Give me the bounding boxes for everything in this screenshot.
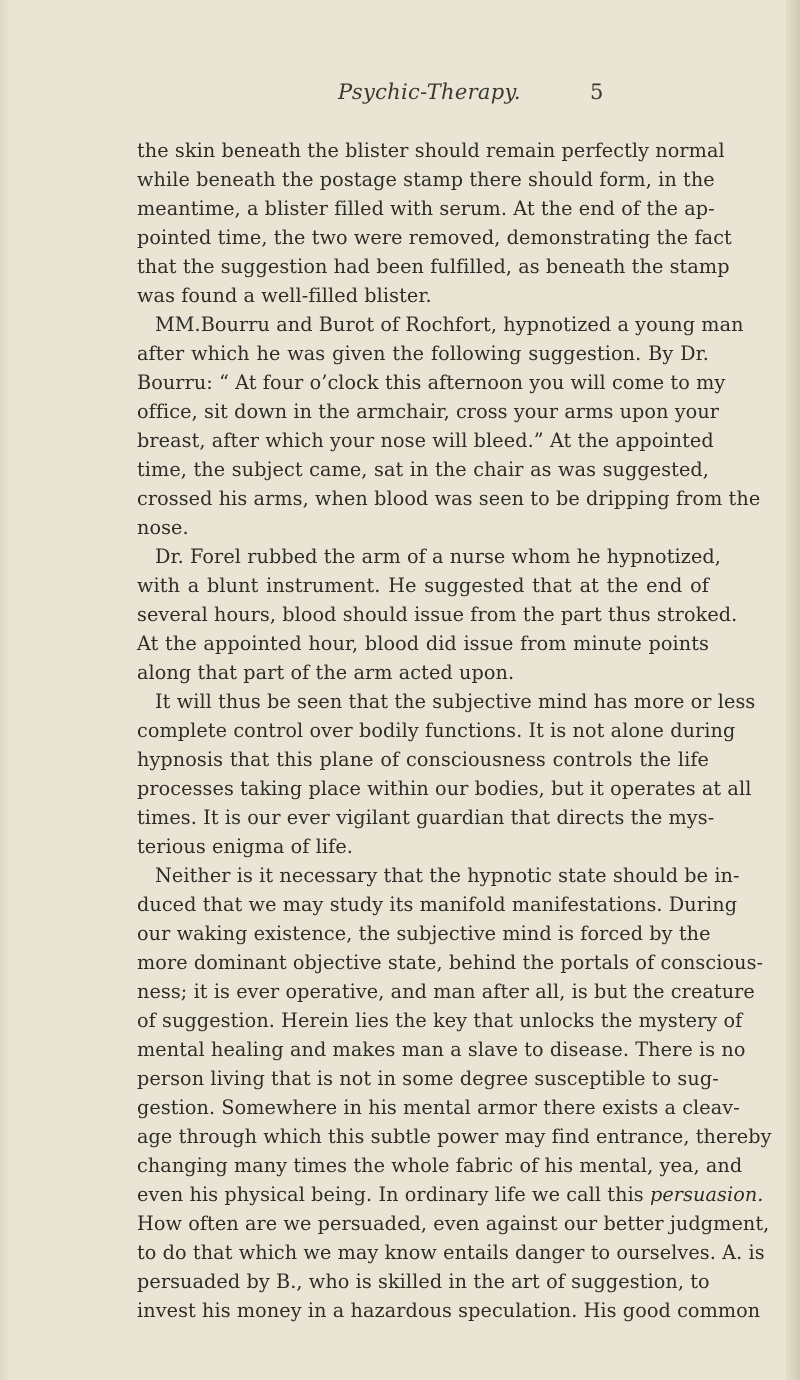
text-line: hypnosis that this plane of consciousness controls the life (137, 748, 709, 771)
text-line: duced that we may study its manifold manifestations. During (137, 893, 738, 916)
text-line: gestion. Somewhere in his mental armor there exists a cleav- (137, 1096, 740, 1119)
text-line: mental healing and makes man a slave to disease. There is no (137, 1038, 746, 1061)
text-line: persuaded by B., who is skilled in the art of suggestion, to (137, 1270, 710, 1293)
text-line: breast, after which your nose will bleed.” At the appointed (137, 429, 714, 452)
text-line: person living that is not in some degree susceptible to sug- (137, 1067, 719, 1090)
text-line: our waking existence, the subjective mind is forced by the (137, 922, 711, 945)
text-line: to do that which we may know entails danger to ourselves. A. is (137, 1241, 765, 1264)
text-line: along that part of the arm acted upon. (137, 661, 515, 684)
text-line: nose. (137, 516, 189, 539)
text-line: with a blunt instrument. He suggested that at the end of (137, 574, 709, 597)
italic-word: persuasion. (649, 1183, 764, 1206)
text-line: that the suggestion had been fulfilled, as beneath the stamp (137, 255, 730, 278)
text-line: while beneath the postage stamp there should form, in the (137, 168, 715, 191)
text-line: age through which this subtle power may find entrance, thereby (137, 1125, 772, 1148)
text-line: meantime, a blister filled with serum. At the end of the ap- (137, 197, 715, 220)
text-line: of suggestion. Herein lies the key that unlocks the mystery of (137, 1009, 743, 1032)
text-line: several hours, blood should issue from the part thus stroked. (137, 603, 738, 626)
text-line: invest his money in a hazardous speculation. His good common (137, 1299, 761, 1322)
text-line: MM.Bourru and Burot of Rochfort, hypnotized a young man (155, 313, 744, 336)
body-text (137, 136, 772, 1325)
text-line: the skin beneath the blister should remain perfectly normal (137, 139, 725, 162)
text-line: How often are we persuaded, even against our better judgment, (137, 1212, 770, 1235)
page-edge-right (786, 0, 800, 1380)
text-line: terious enigma of life. (137, 835, 353, 858)
text-line: At the appointed hour, blood did issue from minute points (137, 632, 709, 655)
text-line: more dominant objective state, behind the portals of conscious- (137, 951, 764, 974)
text-line: after which he was given the following suggestion. By Dr. (137, 342, 709, 365)
text-line: Dr. Forel rubbed the arm of a nurse whom he hypnotized, (155, 545, 721, 568)
text-line: was found a well-filled blister. (137, 284, 432, 307)
text-line: processes taking place within our bodies, but it operates at all (137, 777, 752, 800)
text-line: crossed his arms, when blood was seen to be dripping from the (137, 487, 761, 510)
page-edge-left (0, 0, 10, 1380)
text-line: time, the subject came, sat in the chair as was suggested, (137, 458, 709, 481)
running-head (0, 80, 800, 110)
text-line: Bourru: “ At four o’clock this afternoon you will come to my (137, 371, 726, 394)
text-line: changing many times the whole fabric of his mental, yea, and (137, 1154, 743, 1177)
page-number: 5 (590, 80, 604, 104)
text-line: Neither is it necessary that the hypnotic state should be in- (155, 864, 740, 887)
text-line: complete control over bodily functions. It is not alone during (137, 719, 736, 742)
text-segment: even his physical being. In ordinary life we call this (137, 1183, 644, 1206)
text-line: It will thus be seen that the subjective mind has more or less (155, 690, 756, 713)
running-title: Psychic-Therapy. (338, 80, 521, 104)
text-line-with-italic (137, 1180, 764, 1209)
text-line: pointed time, the two were removed, demonstrating the fact (137, 226, 732, 249)
text-line: ness; it is ever operative, and man after all, is but the creature (137, 980, 755, 1003)
text-line: office, sit down in the armchair, cross your arms upon your (137, 400, 720, 423)
text-line: times. It is our ever vigilant guardian that directs the mys- (137, 806, 715, 829)
